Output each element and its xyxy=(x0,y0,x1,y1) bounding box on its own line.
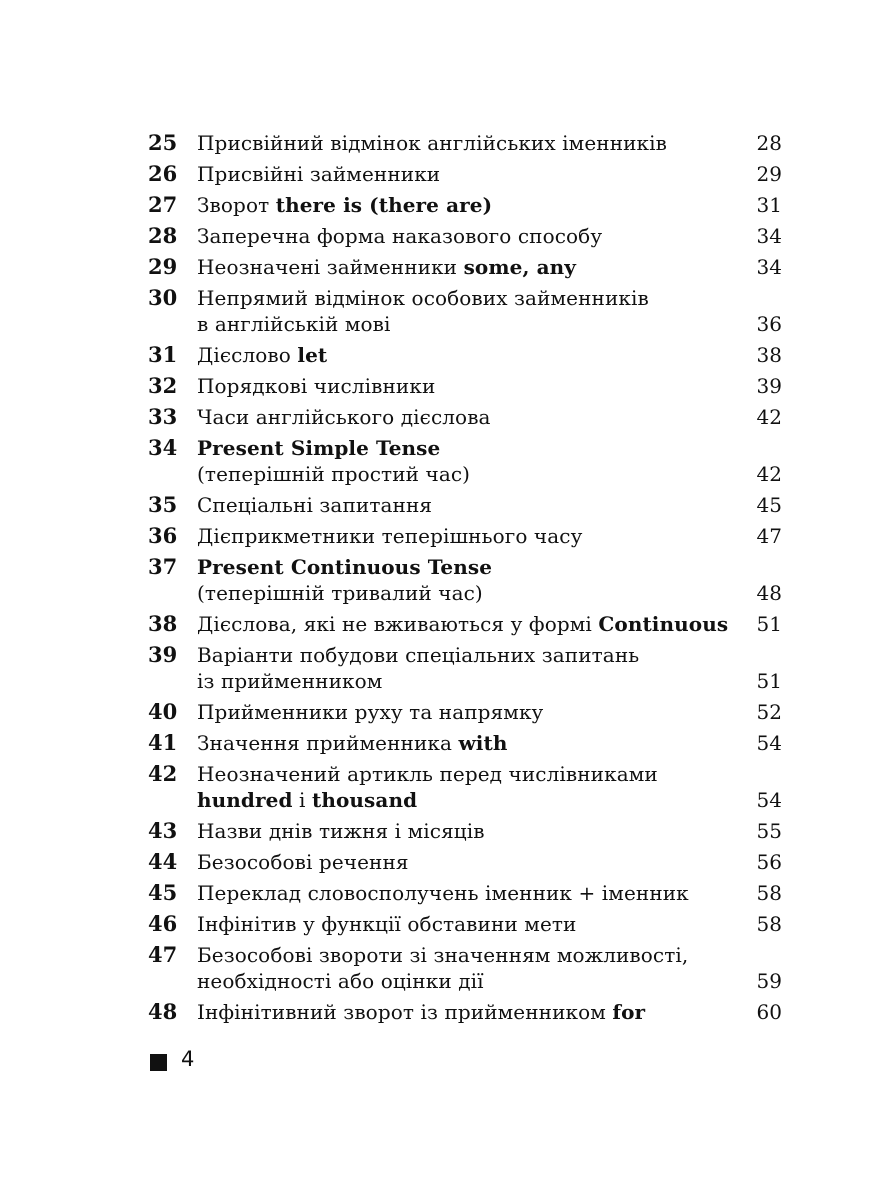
toc-entry-title-line xyxy=(197,668,742,694)
toc-entry-page: 55 xyxy=(756,819,782,843)
toc-entry-page: 52 xyxy=(756,700,782,724)
toc-entry-number: 31 xyxy=(148,342,178,367)
table-of-contents xyxy=(148,128,782,1028)
toc-entry-title xyxy=(197,999,742,1025)
toc-entry-page: 54 xyxy=(756,788,782,812)
toc-entry xyxy=(148,997,782,1028)
toc-entry-number: 38 xyxy=(148,611,178,636)
page-footer xyxy=(150,1046,194,1072)
toc-entry-title xyxy=(197,611,742,637)
toc-entry-page: 31 xyxy=(756,193,782,217)
toc-entry-title xyxy=(197,492,742,518)
toc-entry-page: 29 xyxy=(756,162,782,186)
toc-entry-page: 39 xyxy=(756,374,782,398)
toc-entry-title-line xyxy=(197,461,742,487)
toc-entry-title-line xyxy=(197,911,742,937)
toc-entry-number: 34 xyxy=(148,435,178,460)
black-square-icon xyxy=(150,1054,167,1071)
toc-entry-page: 51 xyxy=(756,669,782,693)
toc-entry-number: 44 xyxy=(148,849,178,874)
toc-entry-title xyxy=(197,404,742,430)
toc-entry-title-line xyxy=(197,818,742,844)
toc-entry-title xyxy=(197,818,742,844)
toc-text: Інфінітив у функції обставини мети xyxy=(197,912,577,936)
toc-entry xyxy=(148,847,782,878)
toc-entry-page: 59 xyxy=(756,969,782,993)
toc-entry-title xyxy=(197,223,742,249)
toc-text: Дієслово xyxy=(197,343,298,367)
toc-entry xyxy=(148,909,782,940)
toc-entry-number: 41 xyxy=(148,730,178,755)
toc-entry-page: 34 xyxy=(756,255,782,279)
toc-entry-number: 36 xyxy=(148,523,178,548)
toc-entry-page: 45 xyxy=(756,493,782,517)
toc-entry-number: 25 xyxy=(148,130,178,155)
toc-text: і xyxy=(292,788,312,812)
toc-entry-title xyxy=(197,254,742,280)
toc-text: Часи англійського дієслова xyxy=(197,405,491,429)
toc-text: Варіанти побудови спеціальних запитань xyxy=(197,643,640,667)
toc-entry-page: 51 xyxy=(756,612,782,636)
toc-entry-title xyxy=(197,192,742,218)
toc-entry-title-line xyxy=(197,373,742,399)
toc-entry-number: 43 xyxy=(148,818,178,843)
toc-entry-title-line xyxy=(197,580,742,606)
toc-entry-title xyxy=(197,161,742,187)
toc-entry-number: 30 xyxy=(148,285,178,310)
toc-entry xyxy=(148,697,782,728)
toc-entry-title-line xyxy=(197,192,742,218)
toc-entry-title xyxy=(197,849,742,875)
toc-entry-title-line xyxy=(197,761,742,787)
toc-text: Переклад словосполучень іменник + іменник xyxy=(197,881,689,905)
toc-entry-title-line xyxy=(197,161,742,187)
toc-entry xyxy=(148,640,782,697)
toc-text: необхідності або оцінки дії xyxy=(197,969,484,993)
toc-entry-page: 42 xyxy=(756,462,782,486)
toc-text: Зворот xyxy=(197,193,276,217)
toc-entry-title-line xyxy=(197,311,742,337)
toc-entry xyxy=(148,252,782,283)
toc-term-bold: Present Simple Tense xyxy=(197,436,441,460)
toc-entry-title-line xyxy=(197,642,742,668)
toc-term-bold: Continuous xyxy=(598,612,729,636)
toc-entry-title xyxy=(197,880,742,906)
toc-entry xyxy=(148,221,782,252)
toc-text: із прийменником xyxy=(197,669,383,693)
toc-entry-title-line xyxy=(197,968,742,994)
toc-entry-number: 46 xyxy=(148,911,178,936)
toc-entry-title-line xyxy=(197,880,742,906)
toc-entry xyxy=(148,609,782,640)
toc-entry-title-line xyxy=(197,942,742,968)
toc-entry-page: 36 xyxy=(756,312,782,336)
toc-term-bold: with xyxy=(458,731,508,755)
toc-term-bold: thousand xyxy=(311,788,418,812)
toc-entry-number: 47 xyxy=(148,942,178,967)
toc-entry-title-line xyxy=(197,435,742,461)
toc-entry-title-line xyxy=(197,404,742,430)
toc-entry-page: 28 xyxy=(756,131,782,155)
toc-entry-title xyxy=(197,435,742,487)
toc-text: Непрямий відмінок особових займенників xyxy=(197,286,649,310)
toc-entry-title xyxy=(197,554,742,606)
toc-entry-number: 42 xyxy=(148,761,178,786)
toc-text: Присвійні займенники xyxy=(197,162,441,186)
toc-term-bold: there is (there are) xyxy=(275,193,493,217)
toc-term-bold: let xyxy=(297,343,328,367)
toc-entry-title xyxy=(197,642,742,694)
toc-entry-title-line xyxy=(197,611,742,637)
toc-text: Присвійний відмінок англійських іменників xyxy=(197,131,668,155)
toc-entry-number: 26 xyxy=(148,161,178,186)
toc-entry-number: 32 xyxy=(148,373,178,398)
toc-entry xyxy=(148,521,782,552)
toc-entry-page: 38 xyxy=(756,343,782,367)
toc-entry xyxy=(148,552,782,609)
toc-entry xyxy=(148,816,782,847)
toc-text: Порядкові числівники xyxy=(197,374,436,398)
toc-entry-title-line xyxy=(197,342,742,368)
toc-entry-page: 54 xyxy=(756,731,782,755)
toc-text: Безособові речення xyxy=(197,850,409,874)
toc-entry-page: 47 xyxy=(756,524,782,548)
toc-entry-number: 37 xyxy=(148,554,178,579)
toc-entry-number: 40 xyxy=(148,699,178,724)
toc-entry-title-line xyxy=(197,999,742,1025)
page-number: 4 xyxy=(181,1047,195,1071)
toc-entry-page: 34 xyxy=(756,224,782,248)
toc-entry-title-line xyxy=(197,730,742,756)
toc-text: Неозначені займенники xyxy=(197,255,464,279)
toc-entry xyxy=(148,759,782,816)
toc-entry-title xyxy=(197,130,742,156)
toc-entry-number: 27 xyxy=(148,192,178,217)
toc-text: (теперішній тривалий час) xyxy=(197,581,483,605)
toc-text: в англійській мові xyxy=(197,312,391,336)
toc-entry xyxy=(148,490,782,521)
toc-entry xyxy=(148,728,782,759)
toc-term-bold: Present Continuous Tense xyxy=(197,555,493,579)
toc-entry-title xyxy=(197,942,742,994)
toc-text: Заперечна форма наказового способу xyxy=(197,224,603,248)
toc-text: Неозначений артикль перед числівниками xyxy=(197,762,658,786)
toc-entry xyxy=(148,159,782,190)
toc-entry-page: 58 xyxy=(756,912,782,936)
toc-entry-title-line xyxy=(197,554,742,580)
toc-entry-title-line xyxy=(197,699,742,725)
toc-text: Спеціальні запитання xyxy=(197,493,433,517)
toc-entry-number: 33 xyxy=(148,404,178,429)
toc-entry-number: 39 xyxy=(148,642,178,667)
toc-text: Інфінітивний зворот із прийменником xyxy=(197,1000,613,1024)
toc-entry-title xyxy=(197,699,742,725)
toc-entry-title-line xyxy=(197,787,742,813)
toc-entry-title-line xyxy=(197,849,742,875)
toc-entry-number: 35 xyxy=(148,492,178,517)
toc-text: Дієслова, які не вживаються у формі xyxy=(197,612,599,636)
toc-entry-title-line xyxy=(197,285,742,311)
toc-text: Дієприкметники теперішнього часу xyxy=(197,524,583,548)
toc-text: Назви днів тижня і місяців xyxy=(197,819,485,843)
toc-entry xyxy=(148,940,782,997)
toc-entry xyxy=(148,371,782,402)
toc-entry xyxy=(148,283,782,340)
toc-entry-page: 58 xyxy=(756,881,782,905)
toc-entry xyxy=(148,878,782,909)
toc-entry xyxy=(148,433,782,490)
toc-entry-page: 60 xyxy=(756,1000,782,1024)
toc-text: Безособові звороти зі значенням можливості, xyxy=(197,943,689,967)
toc-entry-number: 45 xyxy=(148,880,178,905)
toc-entry-title xyxy=(197,730,742,756)
toc-term-bold: hundred xyxy=(197,788,293,812)
toc-entry-title xyxy=(197,285,742,337)
toc-entry-title xyxy=(197,373,742,399)
toc-text: Прийменники руху та напрямку xyxy=(197,700,544,724)
toc-text: Значення прийменника xyxy=(197,731,459,755)
toc-entry-title xyxy=(197,911,742,937)
toc-entry-page: 42 xyxy=(756,405,782,429)
toc-entry-number: 28 xyxy=(148,223,178,248)
toc-entry xyxy=(148,128,782,159)
toc-entry-title-line xyxy=(197,492,742,518)
toc-entry-title xyxy=(197,342,742,368)
toc-term-bold: some, any xyxy=(463,255,576,279)
toc-entry xyxy=(148,340,782,371)
toc-entry-number: 48 xyxy=(148,999,178,1024)
toc-entry-title-line xyxy=(197,254,742,280)
toc-entry-page: 56 xyxy=(756,850,782,874)
toc-entry-title xyxy=(197,523,742,549)
toc-entry xyxy=(148,402,782,433)
toc-text: (теперішній простий час) xyxy=(197,462,471,486)
toc-term-bold: for xyxy=(612,1000,646,1024)
toc-entry-title xyxy=(197,761,742,813)
toc-entry-title-line xyxy=(197,523,742,549)
toc-entry-title-line xyxy=(197,223,742,249)
toc-entry-title-line xyxy=(197,130,742,156)
toc-entry-page: 48 xyxy=(756,581,782,605)
toc-entry-number: 29 xyxy=(148,254,178,279)
toc-entry xyxy=(148,190,782,221)
